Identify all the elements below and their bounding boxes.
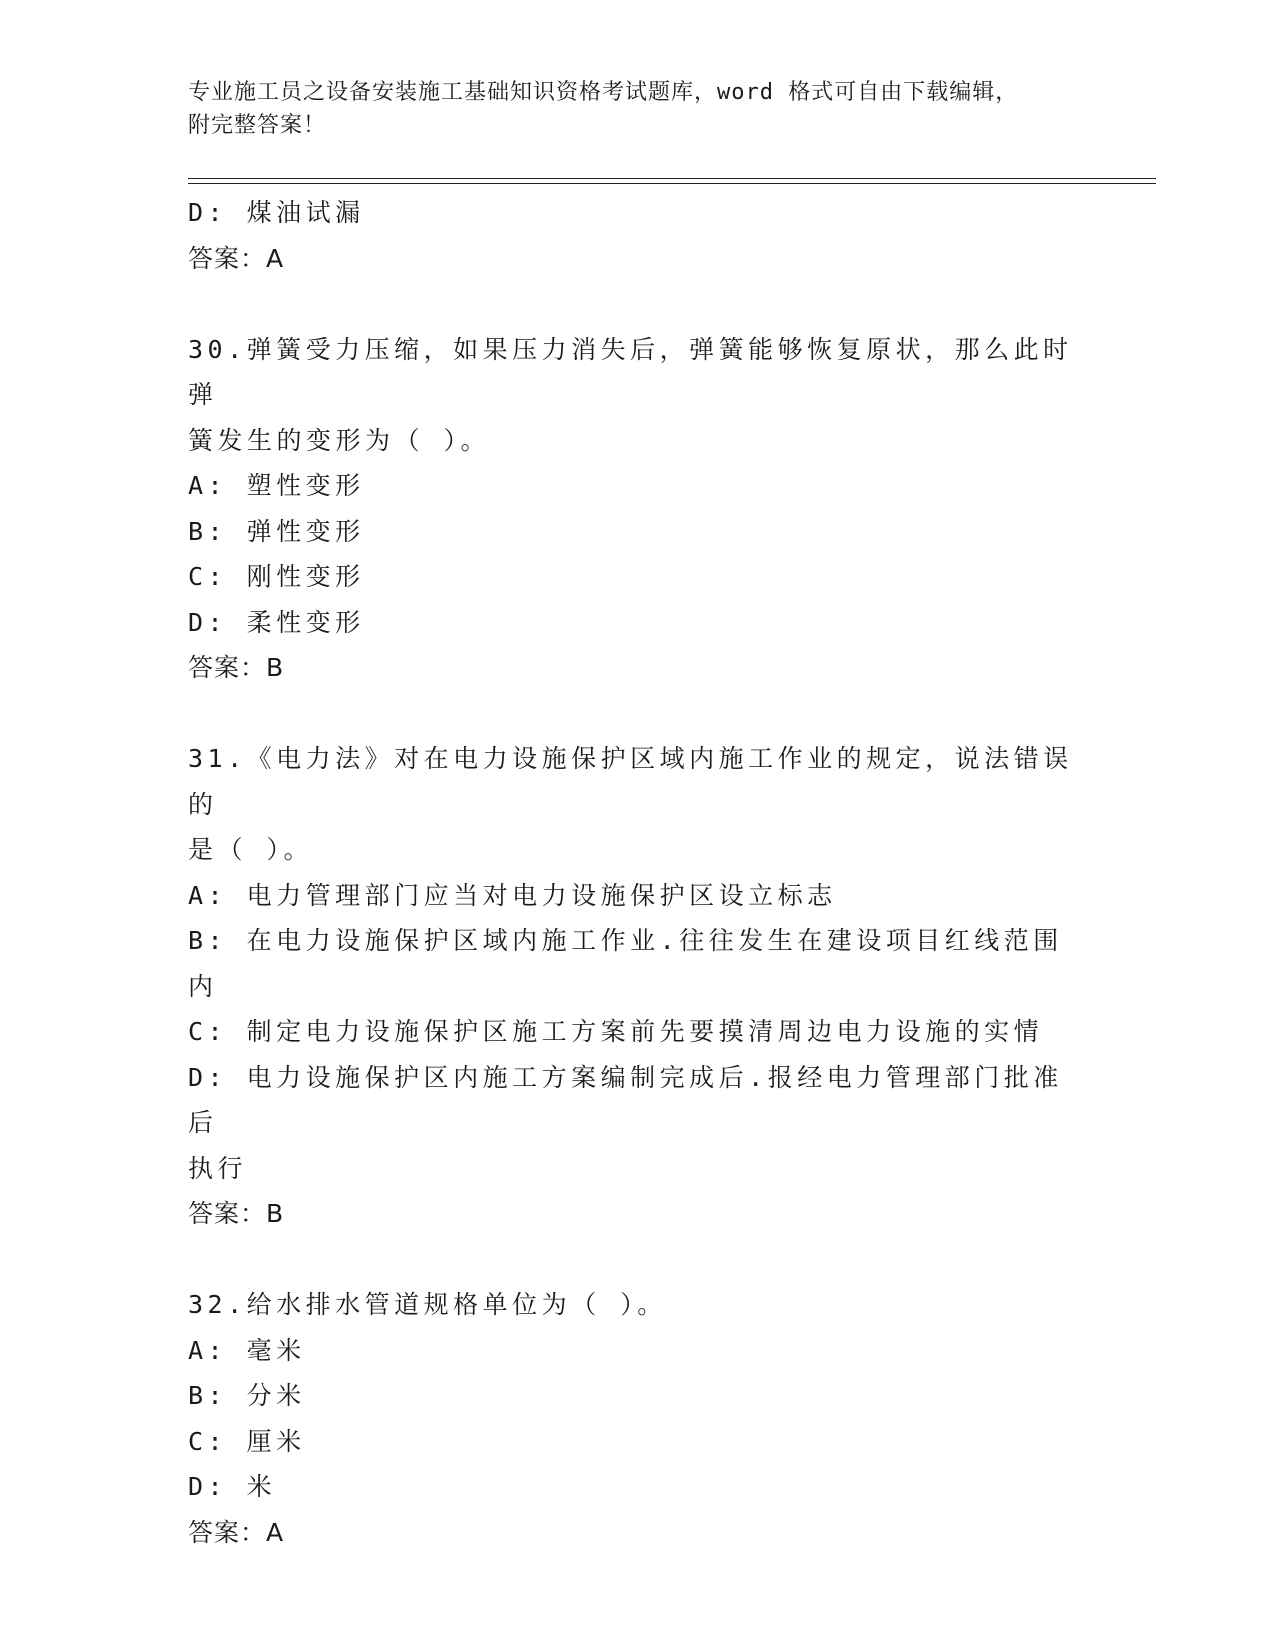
header-line-2: 附完整答案！ [188,113,327,138]
option-b: B: 分米 [188,1381,306,1410]
question-32 [188,1282,1088,1555]
option-c: C: 厘米 [188,1426,306,1456]
option-a: A: 电力管理部门应当对电力设施保护区设立标志 [188,880,837,910]
option-b: B: 在电力设施保护区域内施工作业.往往发生在建设项目红线范围内 [188,926,1063,1001]
option-c: C: 制定电力设施保护区施工方案前先要摸清周边电力设施的实情 [188,1017,1044,1046]
question-stem-line: 32.给水排水管道规格单位为（ ）。 [188,1290,667,1319]
option-b: B: 弹性变形 [188,516,365,546]
answer-line: 答案：A [188,1517,285,1547]
answer-line: 答案：B [188,653,285,682]
question-stem-line: 31.《电力法》对在电力设施保护区域内施工作业的规定，说法错误的 [188,744,1073,819]
page-header [188,76,1088,142]
option-d: D: 电力设施保护区内施工方案编制完成后.报经电力管理部门批准后 [188,1062,1063,1137]
question-stem-line: 簧发生的变形为（ ）。 [188,425,491,455]
option-d-continued: 执行 [188,1153,248,1183]
option-a: A: 塑性变形 [188,471,365,500]
option-a: A: 毫米 [188,1335,306,1365]
spacer [188,691,1088,737]
question-30 [188,327,1088,691]
question-list [188,190,1088,1555]
question-stem-line: 是（ ）。 [188,835,314,864]
spacer [188,281,1088,327]
spacer [188,1237,1088,1283]
question-31 [188,736,1088,1237]
question-stem-line: 30.弹簧受力压缩，如果压力消失后，弹簧能够恢复原状，那么此时弹 [188,334,1073,409]
header-divider [188,178,1156,184]
answer-line: 答案：B [188,1199,285,1228]
option-d: D: 柔性变形 [188,607,365,637]
option-d: D: 米 [188,1472,277,1501]
previous-option-d: D: 煤油试漏 [188,198,365,227]
previous-answer: 答案：A [188,243,285,273]
option-c: C: 刚性变形 [188,562,365,591]
header-line-1: 专业施工员之设备安装施工基础知识资格考试题库，word 格式可自由下载编辑， [188,80,1019,105]
